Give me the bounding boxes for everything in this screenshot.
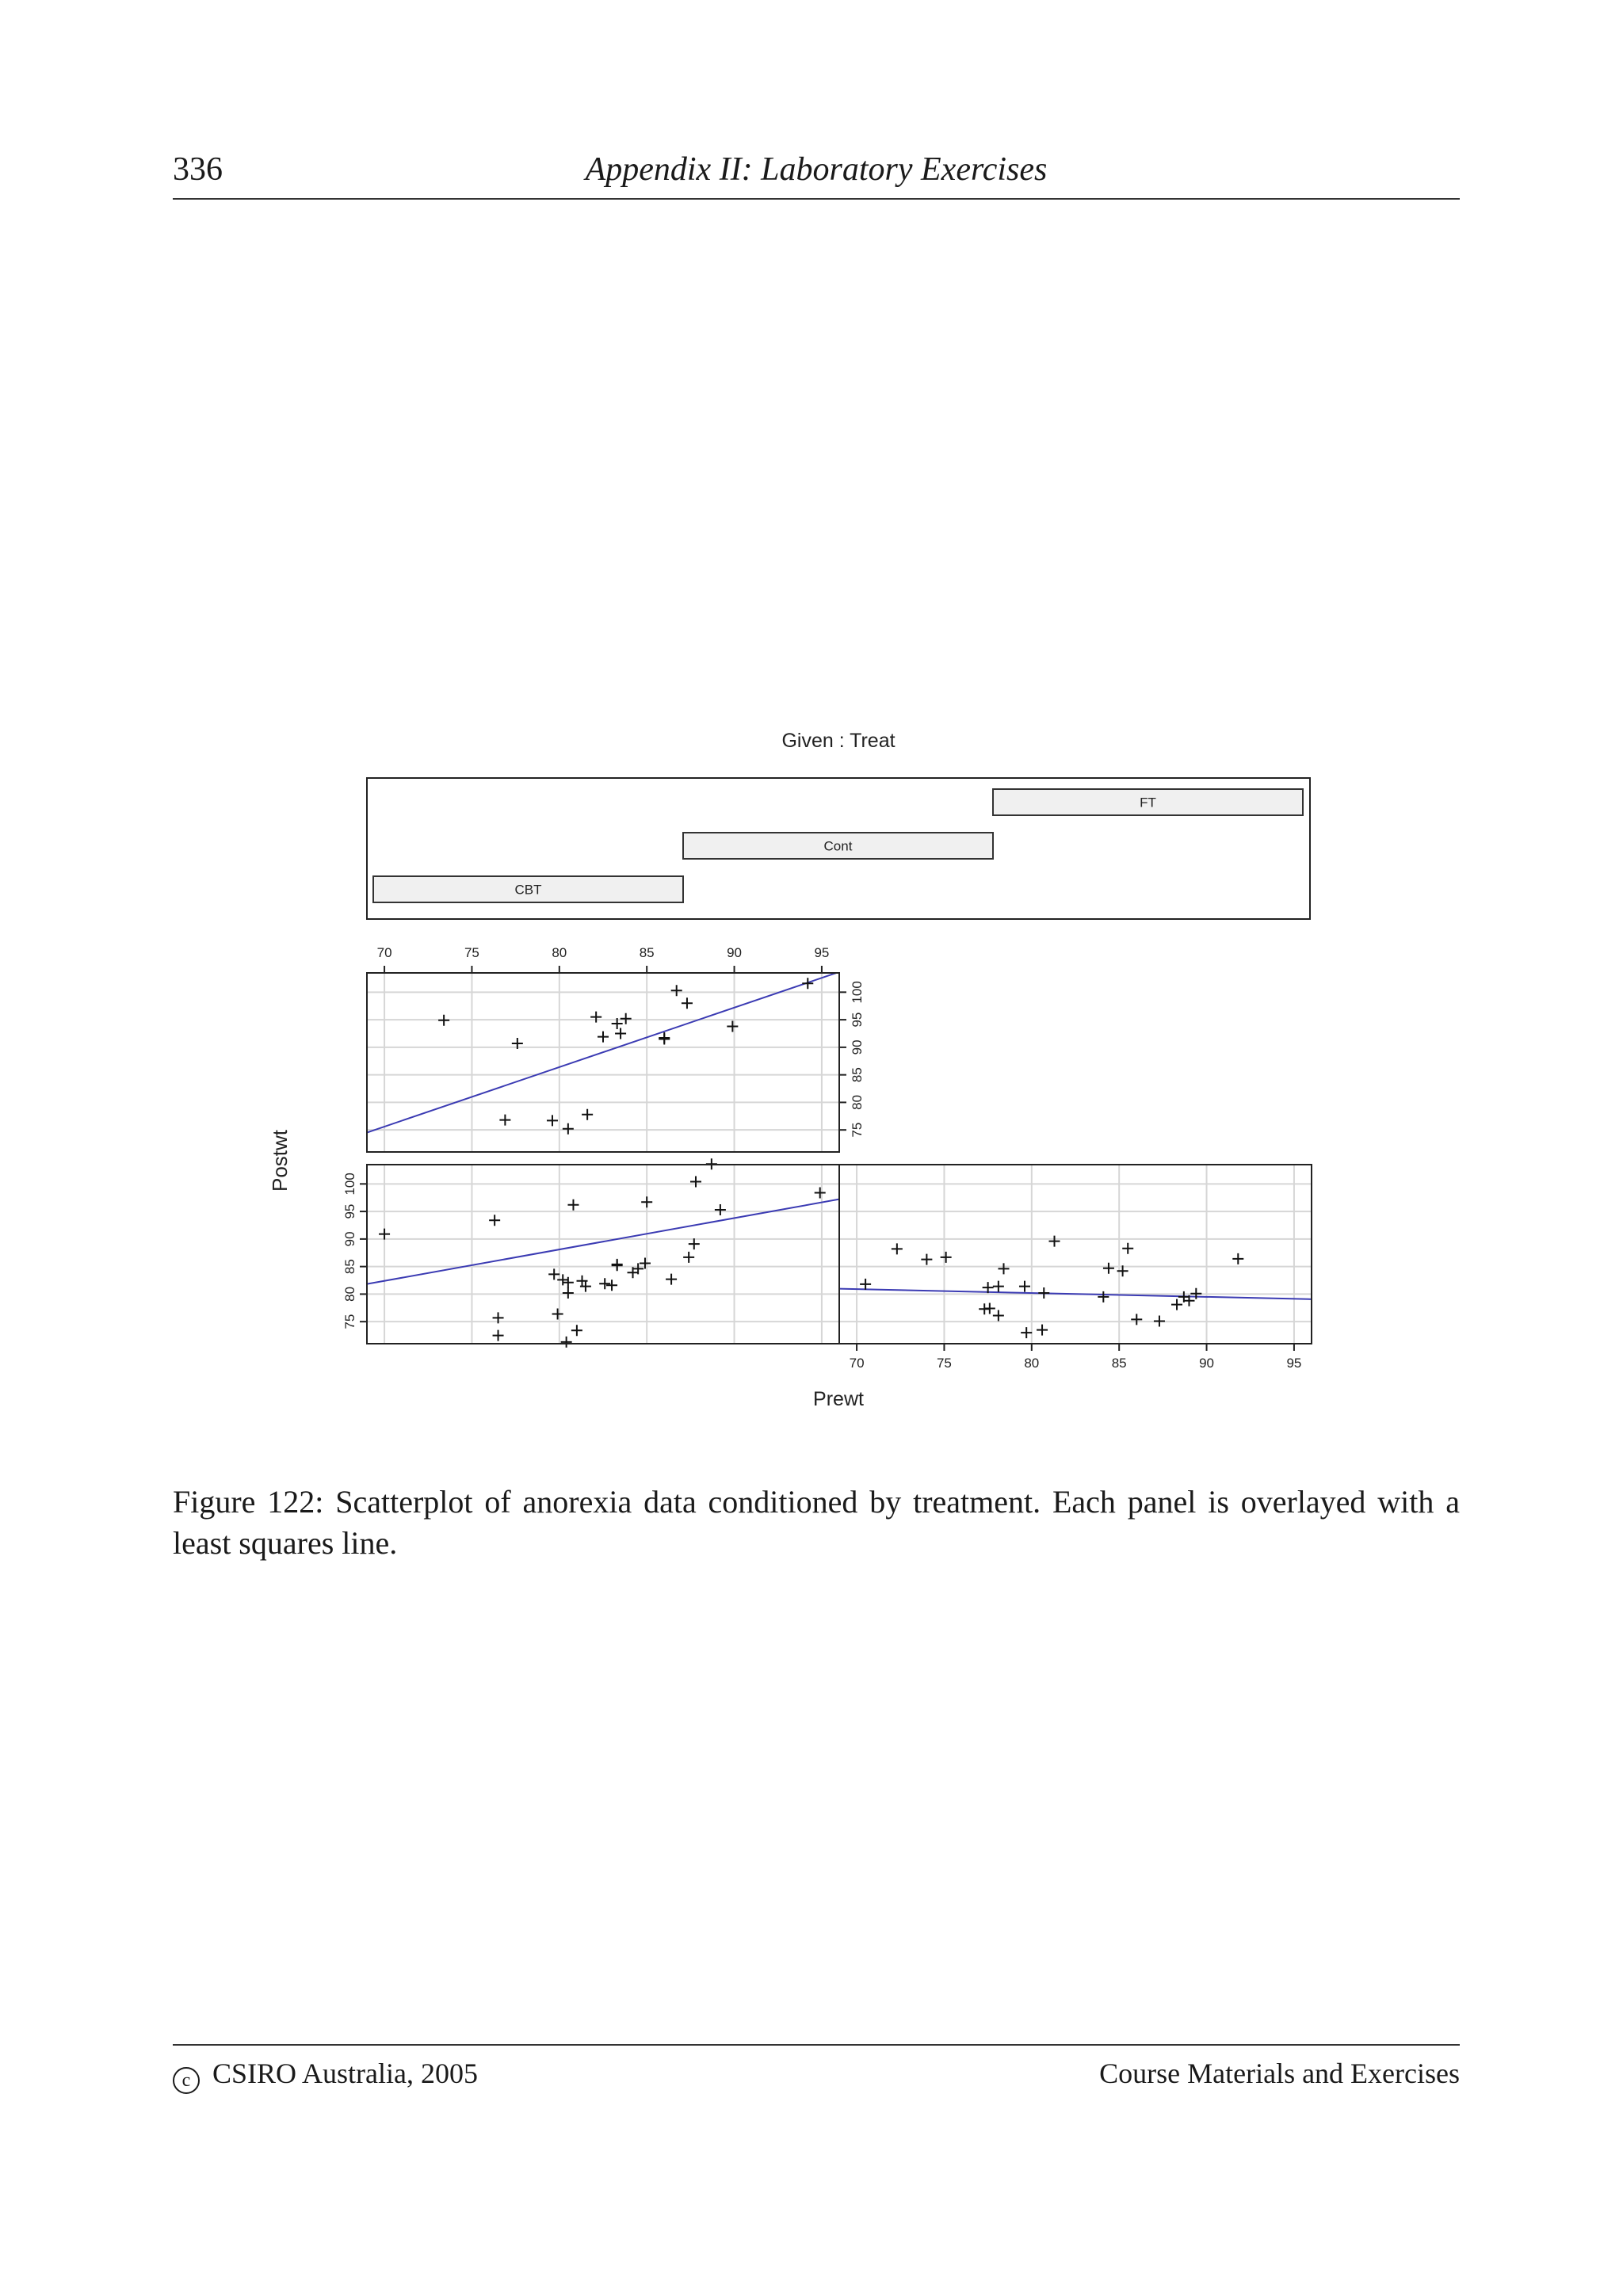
y-tick-label: 90 — [850, 1039, 865, 1055]
data-point — [1171, 1299, 1182, 1310]
panel-ft — [367, 945, 865, 1152]
y-tick-label: 75 — [342, 1314, 357, 1329]
data-point — [1131, 1314, 1142, 1325]
data-point — [1037, 1325, 1048, 1336]
x-axis-label: Prewt — [813, 1388, 864, 1410]
footer-rule — [173, 2044, 1460, 2046]
given-bar-label-ft: FT — [1140, 795, 1156, 810]
x-tick-label: 75 — [936, 1356, 952, 1371]
y-tick-label: 90 — [342, 1231, 357, 1247]
data-point — [998, 1263, 1009, 1274]
data-point — [561, 1337, 572, 1348]
data-point — [606, 1280, 617, 1291]
y-tick-label: 80 — [342, 1286, 357, 1302]
x-tick-label: 90 — [1199, 1356, 1215, 1371]
data-point — [659, 1032, 670, 1043]
data-point — [993, 1310, 1004, 1322]
panel-frame — [367, 973, 839, 1152]
data-point — [1232, 1253, 1243, 1264]
x-tick-label: 95 — [1286, 1356, 1302, 1371]
y-tick-label: 100 — [850, 981, 865, 1004]
data-point — [979, 1303, 990, 1314]
data-point — [590, 1012, 601, 1023]
data-point — [689, 1238, 700, 1249]
data-point — [563, 1277, 574, 1288]
x-tick-label: 90 — [727, 945, 743, 960]
data-point — [1021, 1327, 1032, 1338]
x-tick-label: 70 — [376, 945, 392, 960]
data-point — [860, 1279, 871, 1290]
copyright-icon: c — [173, 2067, 200, 2094]
data-point — [621, 1013, 632, 1024]
y-tick-label: 85 — [850, 1067, 865, 1083]
given-bar-label-cbt: CBT — [514, 882, 542, 898]
data-point — [1103, 1263, 1114, 1274]
data-point — [598, 1032, 609, 1043]
data-point — [690, 1177, 701, 1188]
data-point — [547, 1115, 558, 1126]
x-tick-label: 95 — [814, 945, 830, 960]
data-point — [683, 1252, 694, 1263]
given-bar-label-cont: Cont — [823, 838, 853, 854]
data-point — [1049, 1236, 1060, 1247]
panel-cbt — [839, 1165, 1312, 1371]
data-point — [563, 1287, 574, 1299]
data-point — [552, 1308, 563, 1319]
data-point — [641, 1196, 652, 1207]
data-point — [571, 1325, 582, 1336]
data-point — [715, 1204, 726, 1215]
data-point — [802, 978, 813, 989]
data-point — [892, 1243, 903, 1254]
data-point — [493, 1330, 504, 1341]
data-point — [615, 1028, 626, 1039]
x-tick-label: 70 — [849, 1356, 865, 1371]
data-point — [815, 1187, 826, 1198]
data-point — [682, 997, 693, 1009]
data-point — [599, 1278, 610, 1289]
y-axis-label: Postwt — [268, 1129, 292, 1192]
panel-frame — [367, 1165, 839, 1344]
data-point — [1098, 1291, 1109, 1302]
x-tick-label: 80 — [1024, 1356, 1040, 1371]
data-point — [567, 1199, 579, 1211]
footer-copyright: c CSIRO Australia, 2005 — [173, 2057, 478, 2094]
x-tick-label: 85 — [639, 945, 655, 960]
x-tick-label: 85 — [1111, 1356, 1127, 1371]
data-point — [612, 1260, 623, 1271]
data-point — [1122, 1243, 1133, 1254]
panel-frame — [839, 1165, 1312, 1344]
x-tick-label: 75 — [464, 945, 479, 960]
data-point — [993, 1281, 1004, 1292]
data-point — [941, 1252, 952, 1263]
y-tick-label: 95 — [850, 1012, 865, 1028]
given-bars — [373, 789, 1303, 902]
data-point — [727, 1020, 738, 1032]
y-tick-label: 85 — [342, 1259, 357, 1275]
y-tick-label: 80 — [850, 1094, 865, 1110]
footer-course: Course Materials and Exercises — [1099, 2058, 1460, 2089]
data-point — [563, 1123, 574, 1135]
data-point — [1154, 1315, 1165, 1326]
given-label: Given : Treat — [781, 730, 896, 752]
data-point — [438, 1015, 449, 1026]
data-point — [379, 1229, 390, 1240]
y-tick-label: 75 — [850, 1122, 865, 1138]
figure-caption: Figure 122: Scatterplot of anorexia data conditioned by treatment. Each panel is overlayed with a least squares line. — [173, 1484, 1460, 1561]
data-point — [666, 1274, 677, 1285]
panel-cont — [342, 1158, 839, 1348]
y-tick-label: 100 — [342, 1173, 357, 1196]
data-point — [499, 1115, 510, 1126]
running-title: Appendix II: Laboratory Exercises — [585, 151, 1048, 188]
data-point — [921, 1254, 932, 1265]
page-number: 336 — [173, 151, 223, 188]
data-point — [548, 1268, 559, 1280]
data-point — [1019, 1281, 1030, 1292]
data-point — [1038, 1287, 1049, 1299]
data-point — [489, 1215, 500, 1226]
x-tick-label: 80 — [552, 945, 567, 960]
data-point — [671, 985, 682, 996]
panels — [342, 945, 1312, 1371]
fit-line — [367, 972, 839, 1133]
y-tick-label: 95 — [342, 1203, 357, 1219]
data-point — [582, 1109, 593, 1120]
